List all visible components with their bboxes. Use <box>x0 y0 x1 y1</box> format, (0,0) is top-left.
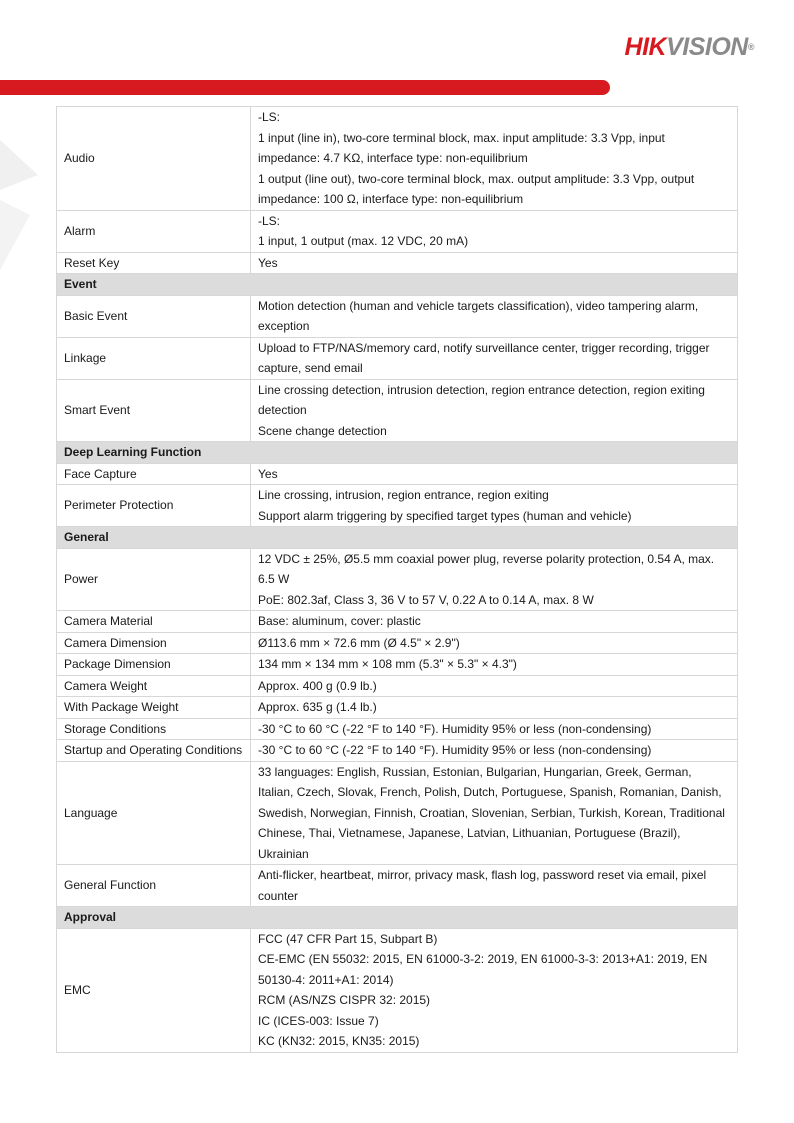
spec-value <box>251 548 738 611</box>
watermark-graphic <box>0 120 40 280</box>
spec-key: Language <box>57 761 251 865</box>
spec-row <box>57 865 738 907</box>
spec-value-line: Motion detection (human and vehicle targets classification), video tampering alarm, exception <box>258 298 699 333</box>
spec-row <box>57 675 738 697</box>
spec-key: Smart Event <box>57 379 251 442</box>
spec-row <box>57 295 738 337</box>
spec-row <box>57 632 738 654</box>
spec-value-line: IC (ICES-003: Issue 7) <box>258 1013 379 1028</box>
spec-value <box>251 611 738 633</box>
spec-value-line: Line crossing detection, intrusion detection, region entrance detection, region exiting detection <box>258 382 705 417</box>
spec-key: Reset Key <box>57 252 251 274</box>
section-title: Event <box>57 274 738 296</box>
spec-row <box>57 740 738 762</box>
spec-value <box>251 485 738 527</box>
section-title: Approval <box>57 907 738 929</box>
spec-value-line: FCC (47 CFR Part 15, Subpart B) <box>258 931 438 946</box>
spec-value <box>251 654 738 676</box>
spec-value <box>251 632 738 654</box>
spec-value-line: Anti-flicker, heartbeat, mirror, privacy mask, flash log, password reset via email, pixel counter <box>258 868 707 903</box>
spec-value-line: -LS: <box>258 110 281 124</box>
spec-key: Audio <box>57 107 251 211</box>
spec-value-line: Upload to FTP/NAS/memory card, notify surveillance center, trigger recording, trigger capture, send email <box>258 340 710 375</box>
spec-value-line: KC (KN32: 2015, KN35: 2015) <box>258 1034 420 1048</box>
spec-value <box>251 718 738 740</box>
spec-value-line: Base: aluminum, cover: plastic <box>258 614 421 628</box>
spec-value-line: -30 °C to 60 °C (-22 °F to 140 °F). Humidity 95% or less (non-condensing) <box>258 743 652 757</box>
spec-key: Perimeter Protection <box>57 485 251 527</box>
spec-key: With Package Weight <box>57 697 251 719</box>
spec-value-line: 134 mm × 134 mm × 108 mm (5.3" × 5.3" × 4.3") <box>258 657 517 671</box>
spec-row <box>57 252 738 274</box>
spec-key: Storage Conditions <box>57 718 251 740</box>
spec-value-line: 1 input (line in), two-core terminal block, max. input amplitude: 3.3 Vpp, input impedance: 4.7 KΩ, interface type: non-equilibrium <box>258 130 665 165</box>
section-header-row <box>57 907 738 929</box>
spec-value-line: PoE: 802.3af, Class 3, 36 V to 57 V, 0.22 A to 0.14 A, max. 8 W <box>258 592 594 607</box>
logo-vision: VISION <box>666 33 748 61</box>
spec-row <box>57 485 738 527</box>
spec-value-line: Yes <box>258 466 278 481</box>
spec-key: Linkage <box>57 337 251 379</box>
spec-value-line: Line crossing, intrusion, region entrance, region exiting <box>258 488 549 502</box>
spec-value-line: RCM (AS/NZS CISPR 32: 2015) <box>258 993 431 1007</box>
spec-value-line: -LS: <box>258 213 281 228</box>
section-header-row <box>57 527 738 549</box>
spec-value-line: 12 VDC ± 25%, Ø5.5 mm coaxial power plug, reverse polarity protection, 0.54 A, max. 6.5 W <box>258 551 715 586</box>
spec-row <box>57 611 738 633</box>
spec-row <box>57 463 738 485</box>
spec-row <box>57 379 738 442</box>
spec-table <box>56 106 738 1053</box>
spec-row <box>57 337 738 379</box>
spec-key: Power <box>57 548 251 611</box>
spec-key: Camera Material <box>57 611 251 633</box>
spec-key: EMC <box>57 928 251 1052</box>
spec-row <box>57 718 738 740</box>
spec-value <box>251 210 738 252</box>
spec-value <box>251 865 738 907</box>
spec-value-line: Approx. 635 g (1.4 lb.) <box>258 700 377 714</box>
spec-value <box>251 928 738 1052</box>
spec-row <box>57 761 738 865</box>
section-header-row <box>57 274 738 296</box>
spec-value <box>251 379 738 442</box>
logo-hik: HIK <box>624 33 667 61</box>
spec-key: Package Dimension <box>57 654 251 676</box>
spec-value-line: Approx. 400 g (0.9 lb.) <box>258 678 377 693</box>
spec-value-line: 1 input, 1 output (max. 12 VDC, 20 mA) <box>258 234 469 248</box>
spec-value-line: Yes <box>258 255 278 270</box>
spec-key: Basic Event <box>57 295 251 337</box>
spec-key: Startup and Operating Conditions <box>57 740 251 762</box>
section-title: General <box>57 527 738 549</box>
spec-value-line: 33 languages: English, Russian, Estonian, Bulgarian, Hungarian, Greek, German, Italian, Czech, Slovak, French, Polish, Dutch, Portuguese, Spanish, Romanian, Danish, Swedish, Norwegian, Finnish, Croatian, Slovenian, Serbian, Turkish, Korean, Traditional Chinese, Thai, Vietnamese, Japanese, Latvian, Lithuanian, Portuguese (Brazil), Ukrainian <box>258 764 725 861</box>
spec-value-line: 1 output (line out), two-core terminal block, max. output amplitude: 3.3 Vpp, output impedance: 100 Ω, interface type: non-equilibrium <box>258 171 695 206</box>
spec-value <box>251 675 738 697</box>
section-title: Deep Learning Function <box>57 442 738 464</box>
spec-value-line: CE-EMC (EN 55032: 2015, EN 61000-3-2: 2019, EN 61000-3-3: 2013+A1: 2019, EN 50130-4: 2011+A1: 2014) <box>258 952 708 987</box>
spec-value <box>251 107 738 211</box>
spec-value <box>251 697 738 719</box>
spec-value <box>251 463 738 485</box>
spec-value-line: -30 °C to 60 °C (-22 °F to 140 °F). Humidity 95% or less (non-condensing) <box>258 721 652 736</box>
spec-row <box>57 928 738 1052</box>
spec-row <box>57 697 738 719</box>
spec-value <box>251 740 738 762</box>
spec-value-line: Scene change detection <box>258 423 387 438</box>
spec-row <box>57 654 738 676</box>
spec-value <box>251 761 738 865</box>
spec-key: Alarm <box>57 210 251 252</box>
spec-key: General Function <box>57 865 251 907</box>
logo-registered-mark: ® <box>747 42 754 52</box>
spec-row <box>57 107 738 211</box>
spec-value <box>251 337 738 379</box>
spec-value-line: Support alarm triggering by specified target types (human and vehicle) <box>258 508 632 523</box>
header-red-bar <box>0 80 610 95</box>
section-header-row <box>57 442 738 464</box>
spec-key: Camera Dimension <box>57 632 251 654</box>
spec-value-line: Ø113.6 mm × 72.6 mm (Ø 4.5" × 2.9") <box>258 635 460 650</box>
spec-value <box>251 295 738 337</box>
spec-value <box>251 252 738 274</box>
spec-key: Face Capture <box>57 463 251 485</box>
spec-row <box>57 210 738 252</box>
spec-key: Camera Weight <box>57 675 251 697</box>
hikvision-logo <box>625 33 754 61</box>
spec-row <box>57 548 738 611</box>
